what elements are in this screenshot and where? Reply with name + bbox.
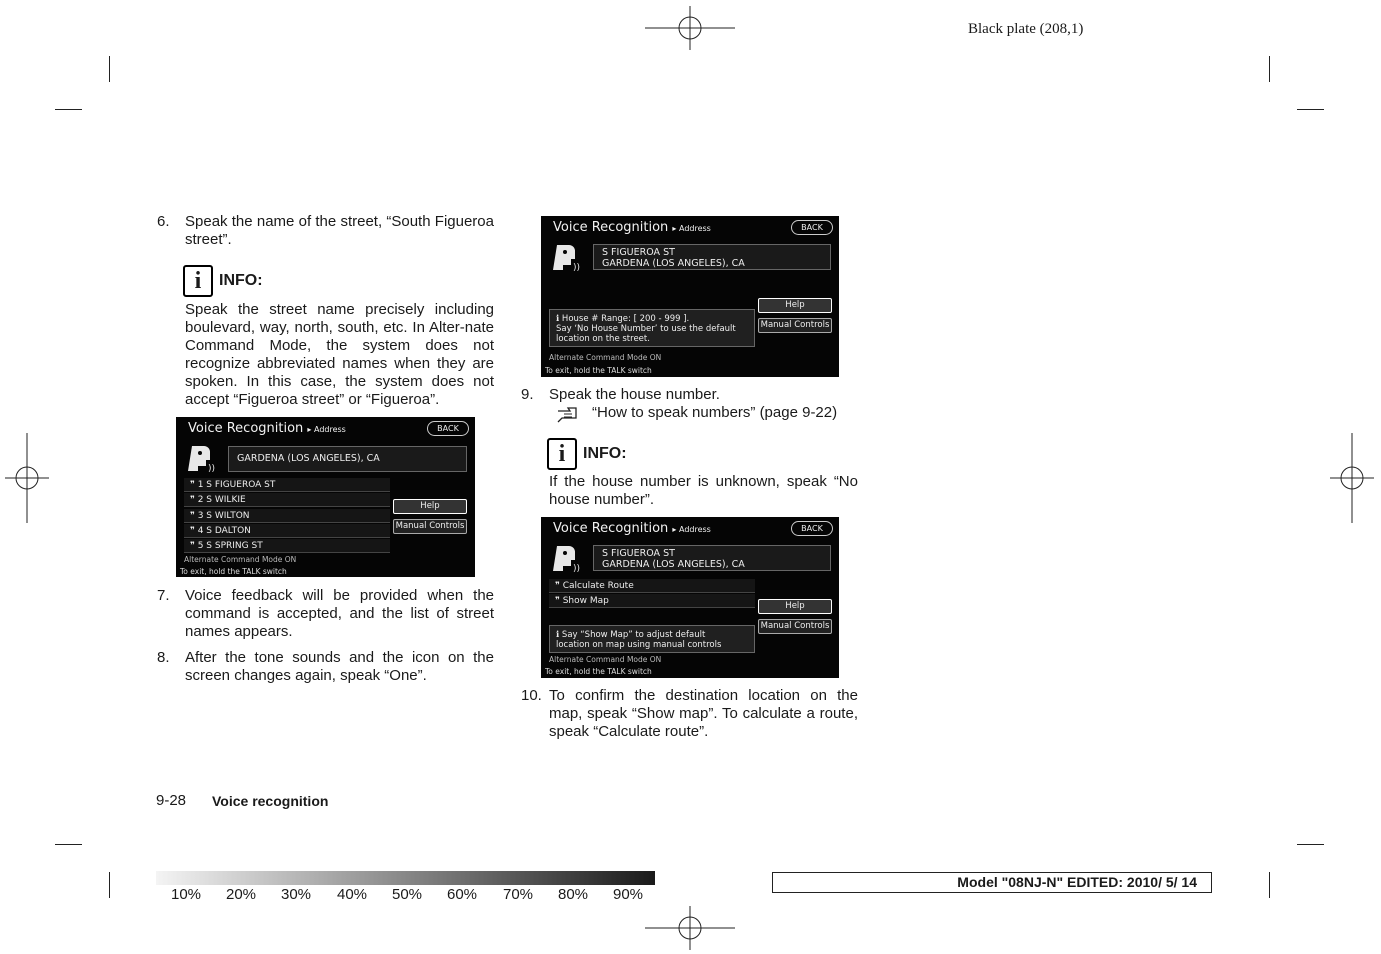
page-reference (556, 404, 858, 426)
step-text: Speak the house number. (549, 386, 720, 403)
info-label: INFO: (219, 272, 263, 289)
step-number: 10. (521, 687, 542, 704)
plate-label: Black plate (208,1) (968, 21, 1084, 37)
address-field: S FIGUEROA ST GARDENA (LOS ANGELES), CA (593, 244, 831, 270)
grayscale-labels (156, 886, 655, 902)
screen-street-list (176, 417, 475, 577)
crop-mark (1297, 109, 1324, 110)
screen-title: Voice Recognition ▸ Address (188, 421, 346, 436)
street-option[interactable]: ❞ 3 S WILTON (184, 509, 390, 523)
manual-controls-button[interactable]: Manual Controls (758, 318, 832, 333)
scale-label: 40% (337, 886, 368, 903)
back-button[interactable]: BACK (791, 521, 833, 536)
step-number: 6. (157, 213, 170, 230)
info-icon: i (547, 438, 577, 470)
registration-mark-icon (645, 6, 735, 50)
step-text: Speak the name of the street, “South Figueroa street”. (185, 213, 494, 248)
step-text: After the tone sounds and the icon on the screen changes again, speak “One”. (185, 649, 494, 684)
street-option[interactable]: ❞ 2 S WILKIE (184, 493, 390, 507)
exit-hint: To exit, hold the TALK switch (180, 567, 287, 576)
screen-destination (541, 517, 839, 678)
help-button[interactable]: Help (393, 499, 467, 514)
svg-text:)): )) (208, 464, 216, 473)
info-text: If the house number is unknown, speak “No house number”. (549, 473, 858, 508)
grayscale-bar (156, 871, 655, 885)
mode-status: Alternate Command Mode ON (549, 655, 662, 664)
help-button[interactable]: Help (758, 599, 832, 614)
scale-label: 90% (613, 886, 644, 903)
screen-title: Voice Recognition ▸ Address (553, 521, 711, 536)
help-button[interactable]: Help (758, 298, 832, 313)
mode-status: Alternate Command Mode ON (549, 353, 662, 362)
registration-mark-icon (5, 433, 49, 523)
info-message: ℹ Say “Show Map” to adjust default location on map using manual controls (549, 625, 755, 653)
registration-mark-icon (1330, 433, 1374, 523)
mode-status: Alternate Command Mode ON (184, 555, 297, 564)
scale-label: 10% (171, 886, 202, 903)
page-number: 9-28 (156, 792, 187, 809)
voice-face-icon (188, 443, 216, 473)
info-icon: i (183, 265, 213, 297)
step-number: 8. (157, 649, 170, 666)
step-8 (157, 649, 494, 689)
voice-face-icon (553, 543, 581, 573)
scale-label: 50% (392, 886, 423, 903)
svg-text:)): )) (573, 564, 581, 573)
scale-label: 70% (503, 886, 534, 903)
scale-label: 80% (558, 886, 589, 903)
show-map-option[interactable]: ❞ Show Map (549, 594, 755, 608)
step-text: To confirm the destination location on the map, speak “Show map”. To calculate a route, speak “Calculate route”. (549, 687, 858, 740)
step-number: 9. (521, 386, 534, 403)
exit-hint: To exit, hold the TALK switch (545, 667, 652, 676)
step-number: 7. (157, 587, 170, 604)
exit-hint: To exit, hold the TALK switch (545, 366, 652, 375)
crop-mark (55, 844, 82, 845)
model-edited-box: Model "08NJ-N" EDITED: 2010/ 5/ 14 (772, 872, 1212, 893)
info-text: Speak the street name precisely including boulevard, way, north, south, etc. In Alter-nate Command Mode, the system does not recognize abbreviated names when they are spoken. In this case, the system does not accept “Figueroa street” or “Figueroa”. (185, 301, 494, 408)
address-field: S FIGUEROA ST GARDENA (LOS ANGELES), CA (593, 545, 831, 571)
crop-mark (1297, 844, 1324, 845)
back-button[interactable]: BACK (791, 220, 833, 235)
svg-text:)): )) (573, 263, 581, 272)
scale-label: 30% (281, 886, 312, 903)
info-heading (183, 265, 263, 297)
manual-controls-button[interactable]: Manual Controls (758, 619, 832, 634)
info-heading (547, 438, 627, 470)
street-option[interactable]: ❞ 4 S DALTON (184, 524, 390, 538)
scale-label: 60% (447, 886, 478, 903)
crop-mark (109, 872, 110, 898)
step-text: Voice feedback will be provided when the command is accepted, and the list of street names appears. (185, 587, 494, 640)
crop-mark (55, 109, 82, 110)
address-field: GARDENA (LOS ANGELES), CA (228, 446, 467, 472)
crop-mark (109, 56, 110, 82)
scale-label: 20% (226, 886, 257, 903)
pointing-hand-icon (556, 405, 584, 423)
reference-text[interactable]: “How to speak numbers” (page 9-22) (592, 404, 838, 421)
calculate-route-option[interactable]: ❞ Calculate Route (549, 579, 755, 593)
section-title: Voice recognition (212, 793, 329, 809)
back-button[interactable]: BACK (427, 421, 469, 436)
street-option[interactable]: ❞ 1 S FIGUEROA ST (184, 478, 390, 492)
crop-mark (1269, 56, 1270, 82)
street-option[interactable]: ❞ 5 S SPRING ST (184, 539, 390, 553)
step-10 (521, 687, 858, 743)
screen-title: Voice Recognition ▸ Address (553, 220, 711, 235)
step-6 (157, 213, 494, 253)
crop-mark (1269, 872, 1270, 898)
step-7 (157, 587, 494, 643)
registration-mark-icon (645, 906, 735, 950)
step-9 (521, 386, 858, 406)
manual-controls-button[interactable]: Manual Controls (393, 519, 467, 534)
info-label: INFO: (583, 445, 627, 462)
screen-house-number (541, 216, 839, 377)
voice-face-icon (553, 242, 581, 272)
info-message: ℹ House # Range: [ 200 - 999 ]. Say ‘No House Number’ to use the default location on the street. (549, 309, 755, 347)
